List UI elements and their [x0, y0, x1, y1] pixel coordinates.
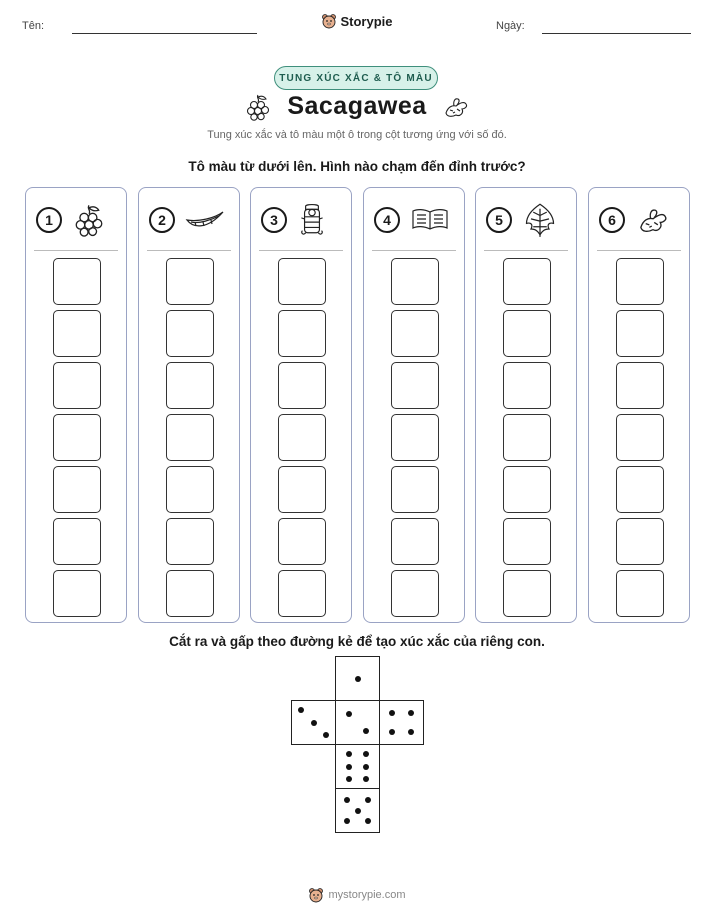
column-divider: [372, 250, 456, 251]
column-divider: [484, 250, 568, 251]
footer-url: mystorypie.com: [328, 889, 406, 901]
mascot-icon: [308, 887, 324, 903]
column-6: [588, 187, 690, 623]
name-label: Tên:: [22, 20, 45, 32]
die-pip: [408, 710, 414, 716]
color-box[interactable]: [503, 310, 551, 357]
color-box[interactable]: [53, 258, 101, 305]
color-box[interactable]: [616, 362, 664, 409]
color-box[interactable]: [166, 518, 214, 565]
color-box[interactable]: [503, 518, 551, 565]
die-pip: [346, 751, 352, 757]
cut-instruction: Cắt ra và gấp theo đường kẻ để tạo xúc xắc của riêng con.: [169, 634, 545, 649]
color-box[interactable]: [166, 362, 214, 409]
color-box[interactable]: [616, 310, 664, 357]
die-face: [335, 788, 380, 833]
berries-icon: [72, 203, 106, 237]
root-icon: [442, 93, 470, 121]
canoe-icon: [185, 203, 225, 237]
color-box[interactable]: [53, 310, 101, 357]
color-box[interactable]: [391, 466, 439, 513]
die-pip: [344, 818, 350, 824]
column-1: [25, 187, 127, 623]
date-line: [542, 33, 691, 34]
die-pip: [363, 776, 369, 782]
brand-name: Storypie: [340, 13, 393, 29]
die-pip: [365, 818, 371, 824]
color-box[interactable]: [278, 362, 326, 409]
brand-logo: [0, 13, 714, 29]
column-divider: [147, 250, 231, 251]
mascot-icon: [321, 13, 337, 29]
color-box[interactable]: [391, 518, 439, 565]
column-4: [363, 187, 465, 623]
column-number: 6: [599, 207, 625, 233]
footer: [0, 887, 714, 903]
page-title: Sacagawea: [287, 92, 427, 120]
die-face: [291, 700, 336, 745]
color-box[interactable]: [616, 570, 664, 617]
color-box[interactable]: [166, 570, 214, 617]
color-box[interactable]: [53, 518, 101, 565]
column-number: 4: [374, 207, 400, 233]
die-pip: [323, 732, 329, 738]
die-pip: [298, 707, 304, 713]
column-divider: [259, 250, 343, 251]
die-pip: [355, 808, 361, 814]
die-face: [335, 744, 380, 789]
die-pip: [389, 729, 395, 735]
color-box[interactable]: [391, 310, 439, 357]
die-pip: [344, 797, 350, 803]
color-box[interactable]: [503, 466, 551, 513]
color-box[interactable]: [503, 362, 551, 409]
coloring-instruction: Tô màu từ dưới lên. Hình nào chạm đến đỉnh trước?: [188, 159, 526, 174]
die-pip: [389, 710, 395, 716]
leaf-icon: [522, 202, 558, 238]
subtitle: Tung xúc xắc và tô màu một ô trong cột tương ứng với số đó.: [207, 129, 507, 141]
column-number: 5: [486, 207, 512, 233]
color-box[interactable]: [53, 362, 101, 409]
column-2: [138, 187, 240, 623]
color-box[interactable]: [166, 258, 214, 305]
color-box[interactable]: [278, 570, 326, 617]
color-box[interactable]: [616, 414, 664, 461]
color-box[interactable]: [278, 466, 326, 513]
color-box[interactable]: [616, 258, 664, 305]
die-pip: [363, 764, 369, 770]
color-box[interactable]: [53, 414, 101, 461]
die-pip: [363, 751, 369, 757]
column-5: [475, 187, 577, 623]
color-box[interactable]: [278, 518, 326, 565]
color-box[interactable]: [391, 258, 439, 305]
color-box[interactable]: [278, 414, 326, 461]
die-pip: [408, 729, 414, 735]
root-icon: [635, 203, 671, 237]
die-pip: [346, 711, 352, 717]
open-book-icon: [410, 203, 450, 237]
column-number: 1: [36, 207, 62, 233]
color-box[interactable]: [616, 518, 664, 565]
column-divider: [34, 250, 118, 251]
color-box[interactable]: [166, 466, 214, 513]
die-pip: [346, 776, 352, 782]
color-box[interactable]: [166, 310, 214, 357]
color-box[interactable]: [278, 310, 326, 357]
column-number: 3: [261, 207, 287, 233]
die-pip: [363, 728, 369, 734]
color-box[interactable]: [616, 466, 664, 513]
activity-badge: TUNG XÚC XẮC & TÔ MÀU: [274, 66, 438, 90]
column-3: [250, 187, 352, 623]
cradleboard-icon: [297, 203, 327, 237]
color-box[interactable]: [278, 258, 326, 305]
date-label: Ngày:: [496, 20, 525, 32]
die-face: [379, 700, 424, 745]
color-box[interactable]: [53, 466, 101, 513]
die-pip: [365, 797, 371, 803]
die-face: [335, 700, 380, 745]
name-line: [72, 33, 257, 34]
column-number: 2: [149, 207, 175, 233]
color-box[interactable]: [503, 570, 551, 617]
color-box[interactable]: [166, 414, 214, 461]
column-divider: [597, 250, 681, 251]
die-pip: [311, 720, 317, 726]
die-pip: [355, 676, 361, 682]
color-box[interactable]: [391, 362, 439, 409]
die-face: [335, 656, 380, 701]
color-box[interactable]: [391, 570, 439, 617]
color-box[interactable]: [53, 570, 101, 617]
color-box[interactable]: [503, 414, 551, 461]
color-box[interactable]: [391, 414, 439, 461]
color-box[interactable]: [503, 258, 551, 305]
die-pip: [346, 764, 352, 770]
